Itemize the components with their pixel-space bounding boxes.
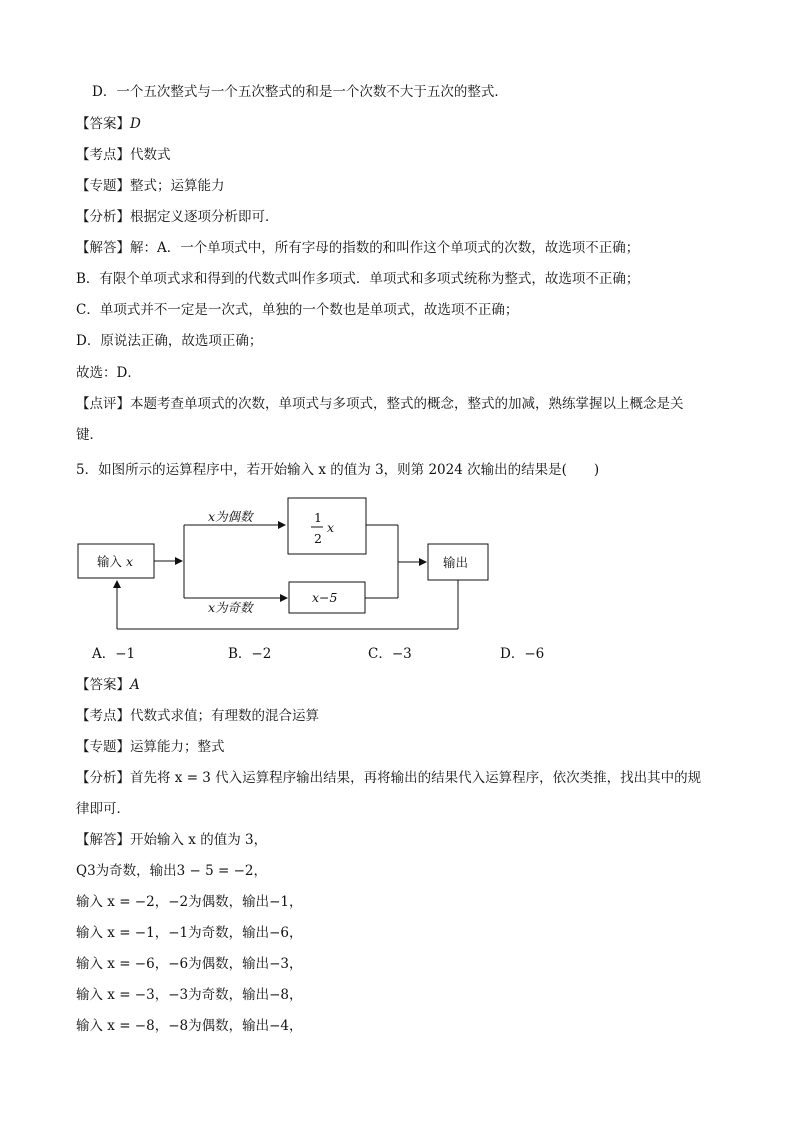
point-value: 代数式求值；有理数的混合运算: [130, 708, 319, 724]
q5-analysis-line2: 律即可．: [76, 801, 130, 817]
comment-text: 本题考查单项式的次数，单项式与多项式，整式的概念，整式的加减，熟练掌握以上概念是关: [130, 396, 684, 412]
q4-solution-choice: 故选：D．: [76, 365, 141, 381]
flowchart-svg: [70, 492, 500, 634]
q4-analysis-line: [76, 207, 279, 227]
q5-step-4: 输入 x = −6，−6为偶数，输出−3，: [76, 956, 303, 972]
q5-topic-line: [76, 737, 225, 757]
q5-step-1: Q3为奇数，输出3 − 5 = −2，: [76, 863, 268, 879]
topic-value: 整式；运算能力: [130, 178, 225, 194]
analysis-tag: 【分析】: [76, 209, 130, 225]
output-box-label: 输出: [443, 555, 469, 570]
q5-answer-line: [76, 675, 140, 695]
point-tag: 【考点】: [76, 708, 130, 724]
q5-question: 5．如图所示的运算程序中，若开始输入 x 的值为 3，则第 2024 次输出的结果是( ): [76, 462, 600, 478]
even-label: x为偶数: [208, 509, 253, 524]
input-box-label: 输入 x: [97, 554, 134, 569]
q4-comment-line: [76, 394, 684, 414]
q5-solution-line: [76, 830, 267, 850]
answer-value: D: [130, 116, 141, 132]
answer-tag: 【答案】: [76, 677, 130, 693]
answer-tag: 【答案】: [76, 116, 130, 132]
flowchart: [70, 492, 500, 634]
point-tag: 【考点】: [76, 147, 130, 163]
q5-option-d: D．−6: [500, 646, 545, 662]
q4-solution-b: B．有限个单项式求和得到的代数式叫作多项式．单项式和多项式统称为整式，故选项不正确；: [76, 271, 640, 287]
q5-option-b: B．−2: [228, 646, 272, 662]
analysis-value: 根据定义逐项分析即可．: [130, 209, 279, 225]
half-variable: x: [327, 520, 335, 535]
q5-option-a: A．−1: [92, 646, 136, 662]
q5-option-c: C．−3: [368, 646, 412, 662]
minus-five-label: x−5: [312, 590, 338, 605]
q4-point-line: [76, 145, 171, 165]
solution-intro: 开始输入 x 的值为 3，: [130, 832, 268, 848]
point-value: 代数式: [130, 147, 171, 163]
q5-step-3: 输入 x = −1，−1为奇数，输出−6，: [76, 925, 303, 941]
topic-tag: 【专题】: [76, 739, 130, 755]
half-numerator: 1: [314, 510, 322, 525]
q4-topic-line: [76, 176, 225, 196]
solution-tag: 【解答】: [76, 832, 130, 848]
q5-analysis-line: [76, 768, 701, 788]
q4-answer-line: [76, 114, 141, 134]
q5-step-5: 输入 x = −3，−3为奇数，输出−8，: [76, 987, 303, 1003]
q4-solution-c: C．单项式并不一定是一次式，单独的一个数也是单项式，故选项不正确；: [76, 302, 519, 318]
q4-option-d: D．一个五次整式与一个五次整式的和是一个次数不大于五次的整式．: [92, 84, 508, 100]
analysis-text: 首先将 x = 3 代入运算程序输出结果，再将输出的结果代入运算程序，依次类推，找出其中的规: [130, 770, 702, 786]
solution-text: 解：A．一个单项式中，所有字母的指数的和叫作这个单项式的次数，故选项不正确；: [130, 240, 640, 256]
topic-value: 运算能力；整式: [130, 739, 225, 755]
analysis-tag: 【分析】: [76, 770, 130, 786]
odd-label: x为奇数: [208, 600, 253, 615]
q4-solution-line: [76, 238, 639, 258]
solution-tag: 【解答】: [76, 240, 130, 256]
comment-tag: 【点评】: [76, 396, 130, 412]
topic-tag: 【专题】: [76, 178, 130, 194]
q4-solution-d: D．原说法正确，故选项正确；: [76, 333, 263, 349]
q4-comment-line2: 键．: [76, 427, 103, 443]
answer-value: A: [130, 677, 140, 693]
q5-step-6: 输入 x = −8，−8为偶数，输出−4，: [76, 1018, 303, 1034]
q5-step-2: 输入 x = −2，−2为偶数，输出−1，: [76, 894, 303, 910]
q5-point-line: [76, 706, 319, 726]
half-denominator: 2: [314, 531, 322, 546]
